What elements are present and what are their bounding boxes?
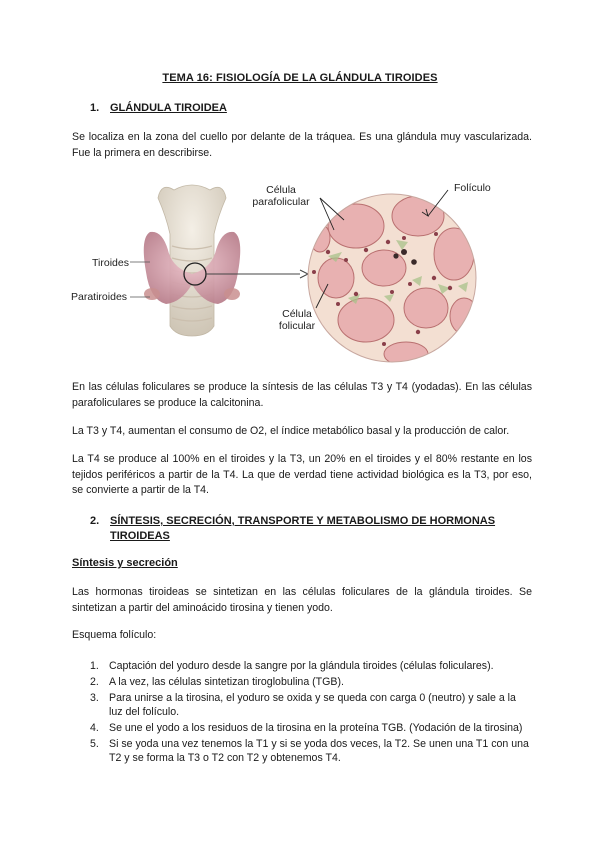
paragraph-scheme-intro: Esquema folículo: [72,629,157,641]
list-item-text: Para unirse a la tirosina, el yoduro se oxida y se queda con carga 0 (neutro) y sale a la luz del folículo. [109,692,516,718]
list-item-number: 2. [90,676,99,688]
label-folicular-line1: Célula [282,308,312,320]
section-title-line2: TIROIDEAS [110,530,170,542]
subheading-sintesis: Síntesis y secreción [72,557,178,569]
paragraph-t4: La T4 se produce al 100% en el tiroides y la T3, un 20% en el tiroides y el 80% restante en los tejidos periféricos a partir de la T4. La que de verdad tiene actividad biológica es la T3, por eso, se convierte a partir de la T4. [72,453,532,497]
section-1-intro: Se localiza en la zona del cuello por delante de la tráquea. Es una glándula muy vascularizada. Fue la primera en describirse. [72,131,532,159]
section-1-heading [90,102,227,114]
list-item-text: A la vez, las células sintetizan tiroglobulina (TGB). [109,676,344,688]
paragraph-synthesis: Las hormonas tiroideas se sintetizan en las células foliculares de la glándula tiroides. Se sintetizan a partir del aminoácido tirosina y tienen yodo. [72,586,532,614]
label-tiroides: Tiroides [92,257,129,269]
list-item-number: 1. [90,660,99,672]
list-item [90,721,530,735]
paragraph-cells: En las células foliculares se produce la síntesis de las células T3 y T4 (yodadas). En las células parafoliculares se produce la calcitonina. [72,381,532,409]
list-item [90,691,530,719]
paragraph-effects: La T3 y T4, aumentan el consumo de O2, el índice metabólico basal y la producción de calor. [72,425,510,437]
list-item-text: Captación del yoduro desde la sangre por la glándula tiroides (células foliculares). [109,660,494,672]
label-folicular-line2: folicular [278,320,316,332]
section-number: 1. [90,102,100,114]
follicle-tissue-shape [308,194,478,366]
list-item [90,659,530,673]
section-title: GLÁNDULA TIROIDEA [110,102,227,114]
label-parafolicular-line1: Célula [266,184,296,196]
list-item-text: Se une el yodo a los residuos de la tirosina en la proteína TGB. (Yodación de la tirosina) [109,722,523,734]
section-title-line1: SÍNTESIS, SECRECIÓN, TRANSPORTE Y METABOLISMO DE HORMONAS [110,515,496,527]
thyroid-figure [66,176,536,376]
page-title: TEMA 16: FISIOLOGÍA DE LA GLÁNDULA TIROIDES [162,72,438,84]
list-item-number: 5. [90,738,99,750]
list-item [90,675,530,689]
label-parafolicular [252,184,310,208]
label-folicular [274,308,320,332]
label-parafolicular-line2: parafolicular [252,196,310,208]
steps-list [90,659,530,767]
list-item-number: 3. [90,692,99,704]
label-foliculo: Folículo [454,182,491,194]
section-2-heading [90,514,530,544]
list-item [90,737,530,765]
label-paratiroides: Paratiroides [71,291,128,303]
list-item-number: 4. [90,722,99,734]
list-item-text: Si se yoda una vez tenemos la T1 y si se yoda dos veces, la T2. Se unen una T1 con una T2 y se forma la T3 o T2 con T2 y obtenemos T4. [109,738,529,764]
section-number: 2. [90,515,100,527]
